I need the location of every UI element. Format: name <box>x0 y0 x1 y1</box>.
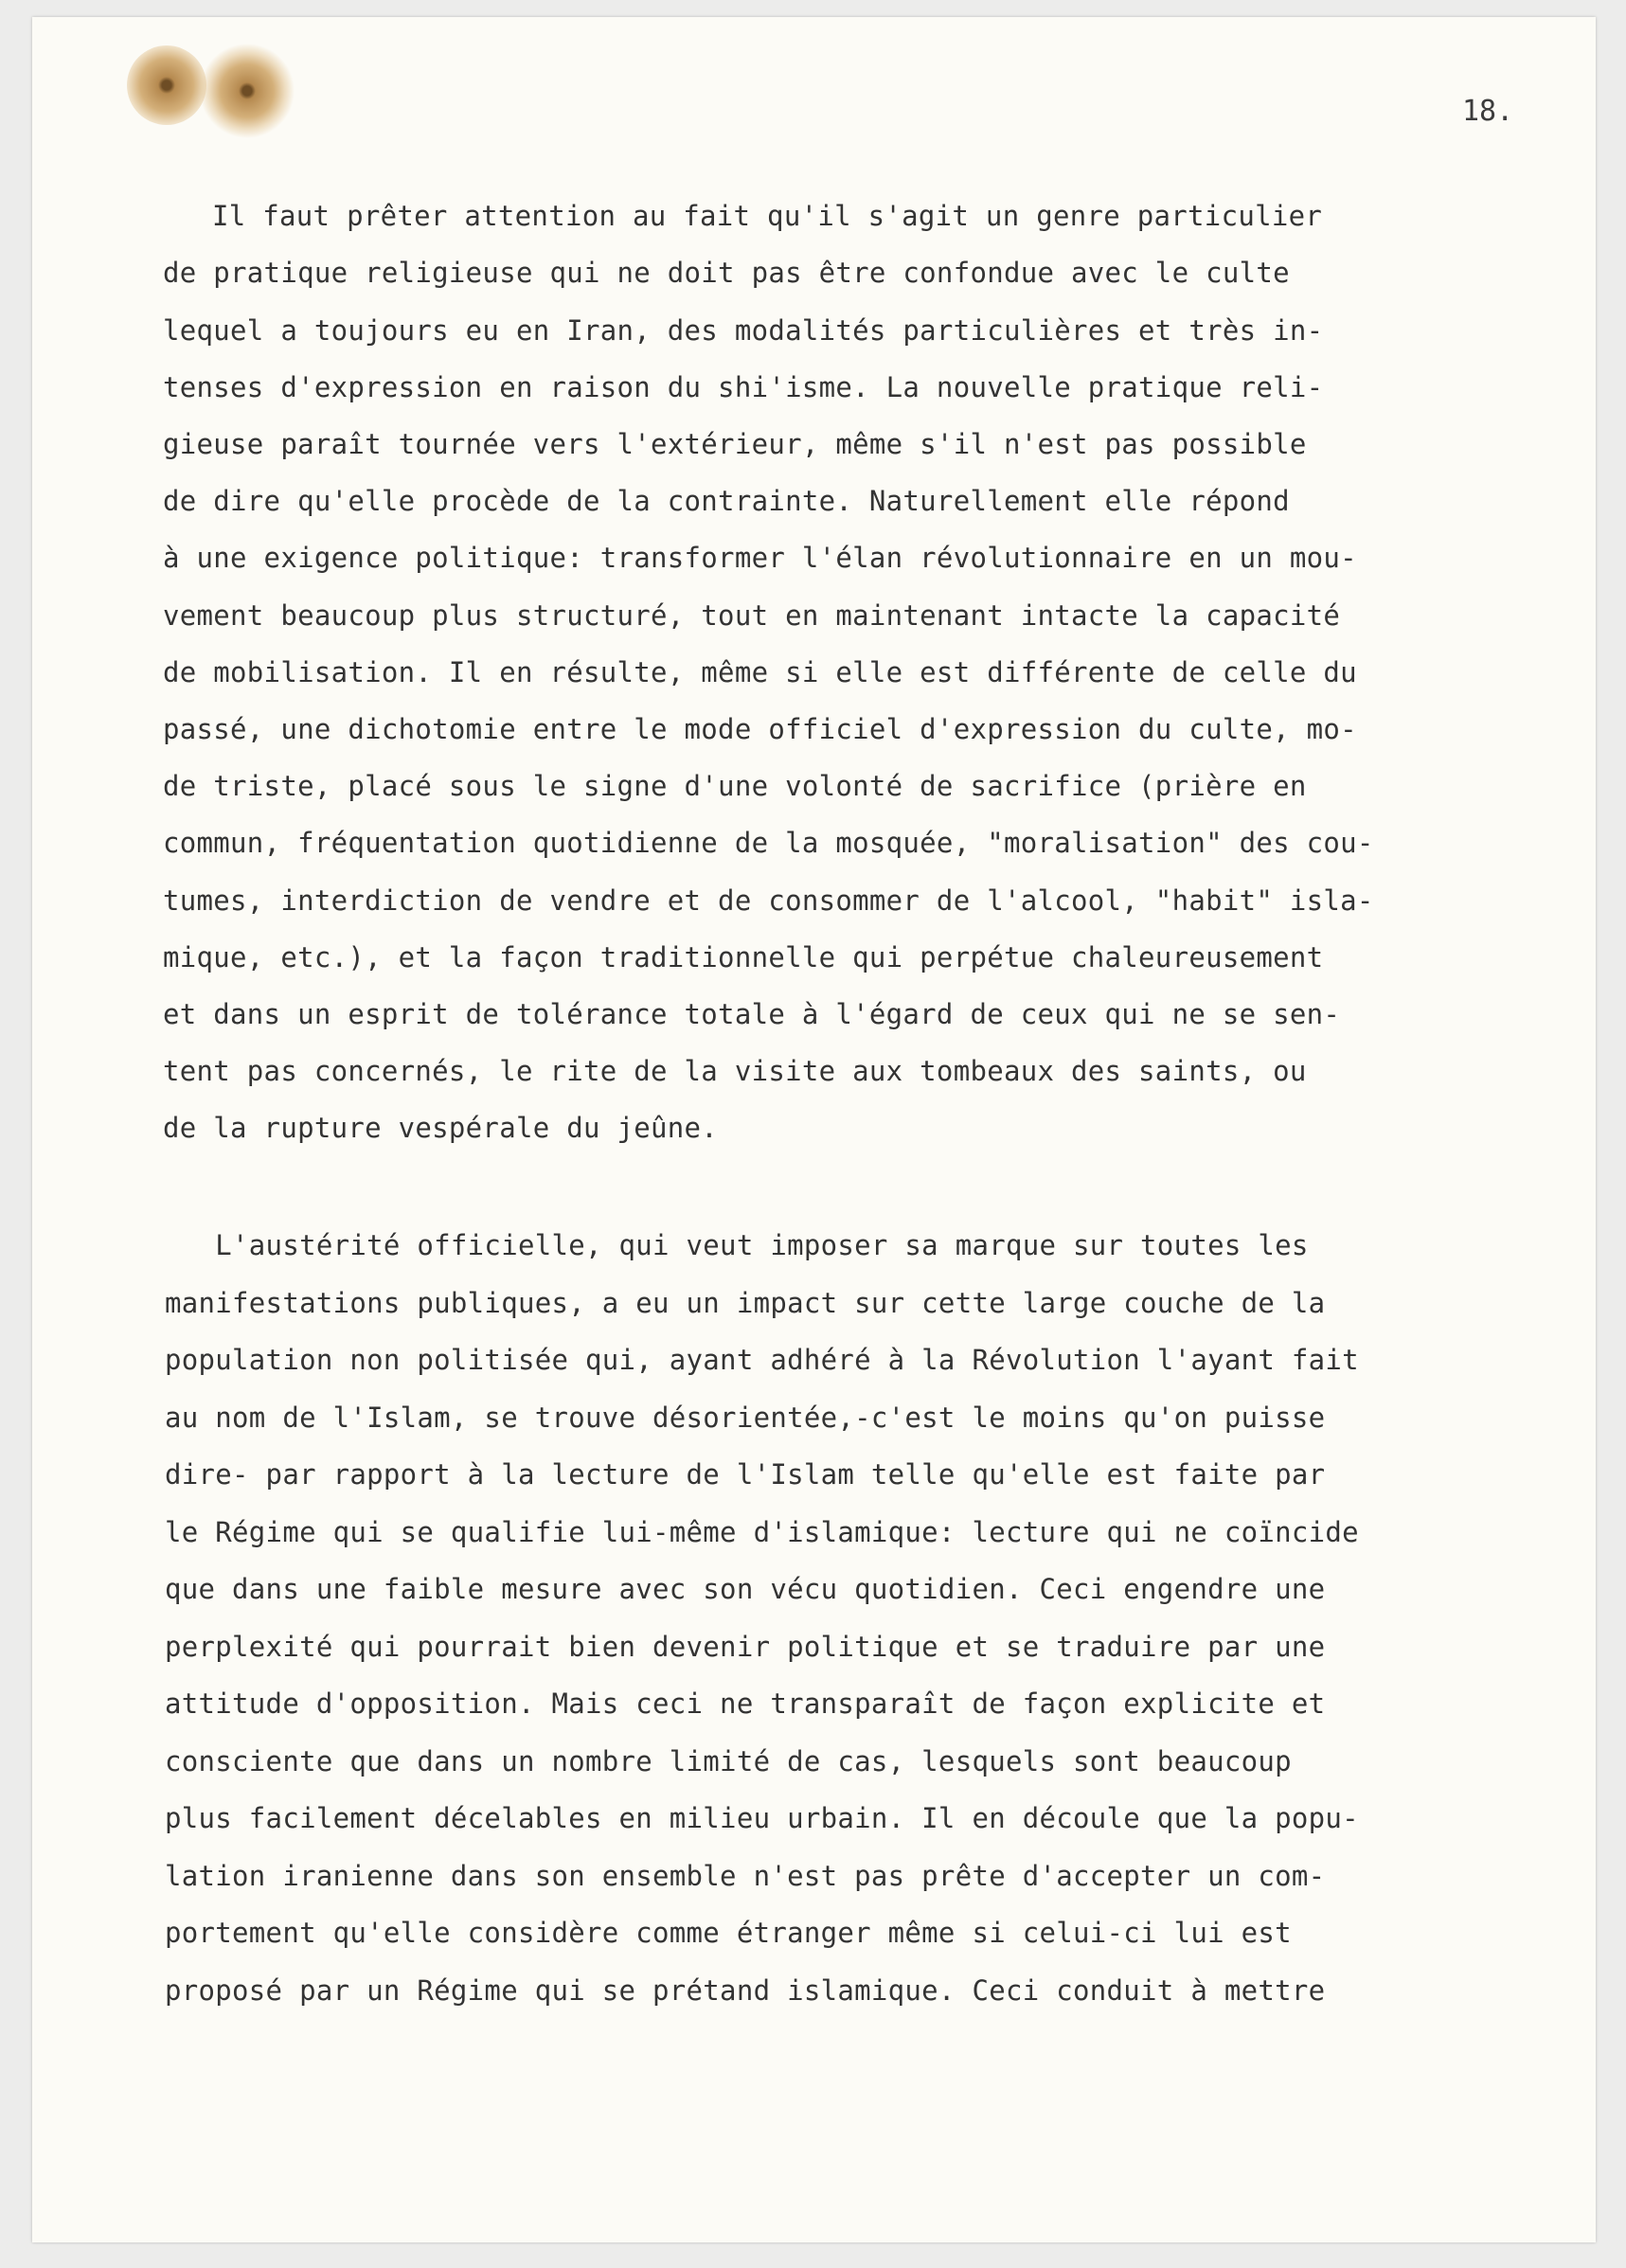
text-line: lation iranienne dans son ensemble n'est pas prête d'accepter un com- <box>165 1860 1326 1892</box>
text-line: de pratique religieuse qui ne doit pas être confondue avec le culte <box>163 257 1290 289</box>
text-line: de dire qu'elle procède de la contrainte. Naturellement elle répond <box>163 485 1290 517</box>
text-line: de mobilisation. Il en résulte, même si elle est différente de celle du <box>163 656 1357 688</box>
text-line: dire- par rapport à la lecture de l'Islam telle qu'elle est faite par <box>165 1458 1326 1491</box>
text-line: tumes, interdiction de vendre et de consommer de l'alcool, "habit" isla- <box>163 884 1374 917</box>
text-line: gieuse paraît tournée vers l'extérieur, même s'il n'est pas possible <box>163 428 1307 460</box>
text-line: mique, etc.), et la façon traditionnelle qui perpétue chaleureusement <box>163 941 1324 973</box>
text-line: portement qu'elle considère comme étranger même si celui-ci lui est <box>165 1917 1292 1949</box>
text-line: L'austérité officielle, qui veut imposer sa marque sur toutes les <box>165 1229 1309 1261</box>
text-line: de la rupture vespérale du jeûne. <box>163 1112 719 1144</box>
text-line: tent pas concernés, le rite de la visite aux tombeaux des saints, ou <box>163 1055 1307 1087</box>
text-line: attitude d'opposition. Mais ceci ne transparaît de façon explicite et <box>165 1688 1326 1720</box>
text-line: lequel a toujours eu en Iran, des modalités particulières et très in- <box>163 314 1324 347</box>
text-line: le Régime qui se qualifie lui-même d'islamique: lecture qui ne coïncide <box>165 1516 1359 1548</box>
text-line: passé, une dichotomie entre le mode officiel d'expression du culte, mo- <box>163 713 1357 745</box>
text-line: plus facilement décelables en milieu urbain. Il en découle que la popu- <box>165 1802 1359 1834</box>
text-line: et dans un esprit de tolérance totale à l'égard de ceux qui ne se sen- <box>163 998 1341 1030</box>
text-line: perplexité qui pourrait bien devenir politique et se traduire par une <box>165 1631 1326 1663</box>
rust-stain-right <box>195 40 299 142</box>
typewritten-page <box>32 17 1596 2242</box>
text-line: de triste, placé sous le signe d'une volonté de sacrifice (prière en <box>163 770 1307 802</box>
text-line: tenses d'expression en raison du shi'isme. La nouvelle pratique reli- <box>163 371 1324 403</box>
text-line: à une exigence politique: transformer l'élan révolutionnaire en un mou- <box>163 542 1357 574</box>
text-line: manifestations publiques, a eu un impact sur cette large couche de la <box>165 1287 1326 1319</box>
page-number: 18. <box>1462 95 1514 128</box>
text-line: consciente que dans un nombre limité de cas, lesquels sont beaucoup <box>165 1745 1292 1777</box>
text-line: population non politisée qui, ayant adhéré à la Révolution l'ayant fait <box>165 1344 1359 1376</box>
text-line: vement beaucoup plus structuré, tout en maintenant intacte la capacité <box>163 599 1341 632</box>
text-line: au nom de l'Islam, se trouve désorientée,-c'est le moins qu'on puisse <box>165 1402 1326 1434</box>
text-line: que dans une faible mesure avec son vécu quotidien. Ceci engendre une <box>165 1573 1326 1605</box>
text-line: commun, fréquentation quotidienne de la mosquée, "moralisation" des cou- <box>163 827 1374 859</box>
text-line: proposé par un Régime qui se prétand islamique. Ceci conduit à mettre <box>165 1974 1326 2007</box>
text-line: Il faut prêter attention au fait qu'il s'agit un genre particulier <box>212 200 1323 232</box>
